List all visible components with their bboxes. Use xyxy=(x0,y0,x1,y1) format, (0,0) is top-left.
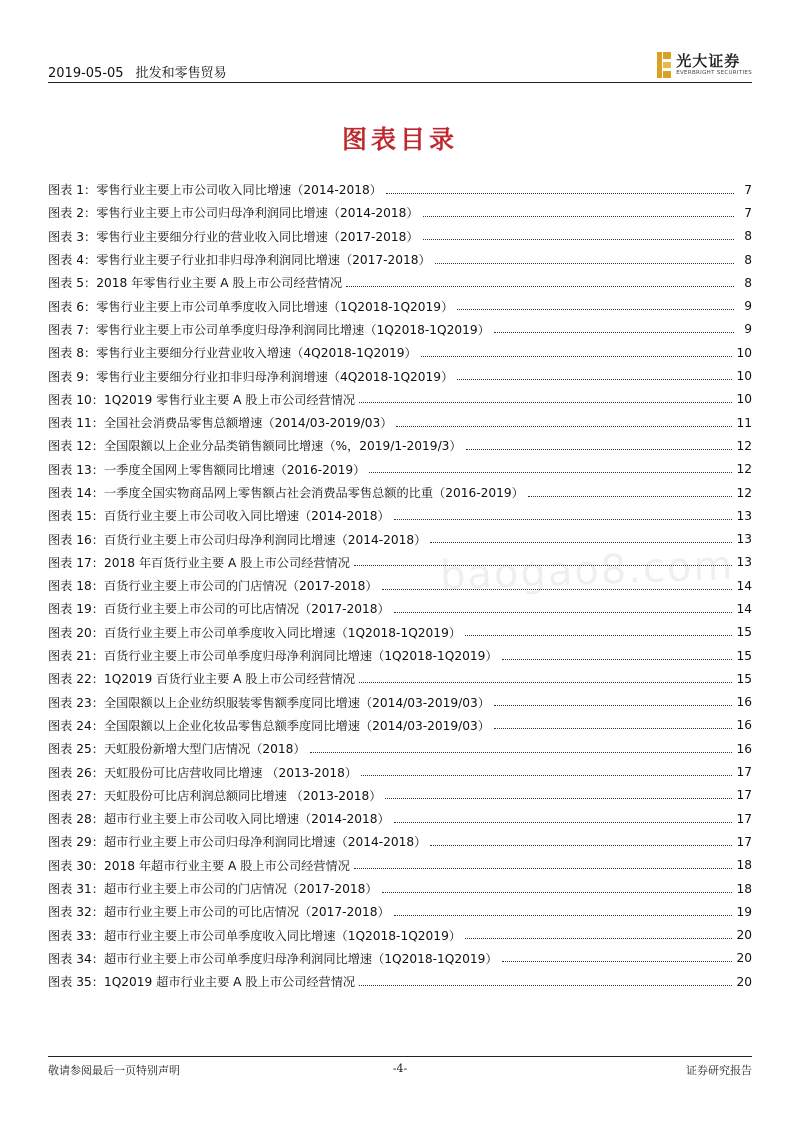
toc-leader-dots xyxy=(423,230,734,242)
watermark: baogao8.com xyxy=(439,542,736,600)
toc-entry[interactable] xyxy=(48,714,752,737)
toc-leader-dots xyxy=(465,626,732,638)
toc-entry[interactable] xyxy=(48,784,752,807)
toc-entry[interactable] xyxy=(48,947,752,970)
toc-entry[interactable] xyxy=(48,411,752,434)
header-divider xyxy=(48,82,752,83)
header-info xyxy=(48,62,227,81)
report-date: 2019-05-05 xyxy=(48,66,124,81)
toc-entry-label: 图表 2：零售行业主要上市公司归母净利润同比增速（2014-2018） xyxy=(48,206,419,221)
toc-entry[interactable] xyxy=(48,621,752,644)
toc-entry[interactable] xyxy=(48,481,752,504)
toc-entry-page: 10 xyxy=(736,392,752,407)
logo-chinese-name: 光大证券 xyxy=(676,51,741,70)
report-sector: 批发和零售贸易 xyxy=(135,66,227,81)
toc-entry-label: 图表 26：天虹股份可比店营收同比增速 （2013-2018） xyxy=(48,765,358,780)
toc-entry-label: 图表 30：2018 年超市行业主要 A 股上市公司经营情况 xyxy=(48,858,350,873)
toc-leader-dots xyxy=(394,813,733,825)
toc-entry[interactable] xyxy=(48,248,752,271)
toc-leader-dots xyxy=(494,719,733,731)
toc-entry-label: 图表 3：零售行业主要细分行业的营业收入同比增速（2017-2018） xyxy=(48,229,419,244)
toc-entry[interactable] xyxy=(48,691,752,714)
toc-entry-label: 图表 12：全国限额以上企业分品类销售额同比增速（%，2019/1-2019/3） xyxy=(48,439,462,454)
toc-entry[interactable] xyxy=(48,527,752,550)
report-type: 证券研究报告 xyxy=(686,1064,752,1077)
toc-entry[interactable] xyxy=(48,877,752,900)
toc-entry-page: 11 xyxy=(736,415,752,430)
toc-entry-label: 图表 16：百货行业主要上市公司归母净利润同比增速（2014-2018） xyxy=(48,532,427,547)
toc-entry-page: 7 xyxy=(744,205,752,220)
toc-entry[interactable] xyxy=(48,225,752,248)
logo-mark-icon xyxy=(657,52,671,78)
toc-entry[interactable] xyxy=(48,364,752,387)
toc-entry-label: 图表 22：1Q2019 百货行业主要 A 股上市公司经营情况 xyxy=(48,672,356,687)
toc-entry[interactable] xyxy=(48,807,752,830)
toc-entry-label: 图表 9：零售行业主要细分行业扣非归母净利润增速（4Q2018-1Q2019） xyxy=(48,369,454,384)
disclaimer-note: 敬请参阅最后一页特别声明 xyxy=(48,1064,180,1077)
toc-entry-label: 图表 18：百货行业主要上市公司的门店情况（2017-2018） xyxy=(48,579,378,594)
toc-entry-page: 16 xyxy=(736,695,752,710)
toc-entry[interactable] xyxy=(48,830,752,853)
page-footer xyxy=(48,1062,752,1080)
toc-entry-page: 17 xyxy=(736,788,752,803)
toc-entry-page: 17 xyxy=(736,765,752,780)
toc-leader-dots xyxy=(430,836,732,848)
toc-entry[interactable] xyxy=(48,318,752,341)
toc-entry[interactable] xyxy=(48,970,752,993)
toc-leader-dots xyxy=(435,254,734,266)
toc-entry-label: 图表 11：全国社会消费品零售总额增速（2014/03-2019/03） xyxy=(48,416,393,431)
page-header xyxy=(48,48,752,82)
page-title: 图表目录 xyxy=(341,125,458,154)
toc-entry-page: 16 xyxy=(736,741,752,756)
toc-entry[interactable] xyxy=(48,900,752,923)
table-of-figures xyxy=(48,178,752,993)
toc-leader-dots xyxy=(382,580,733,592)
toc-leader-dots xyxy=(423,207,734,219)
toc-entry-page: 19 xyxy=(736,904,752,919)
toc-entry-label: 图表 32：超市行业主要上市公司的可比店情况（2017-2018） xyxy=(48,905,390,920)
toc-entry-page: 18 xyxy=(736,858,752,873)
toc-leader-dots xyxy=(310,743,733,755)
toc-leader-dots xyxy=(346,277,734,289)
toc-entry[interactable] xyxy=(48,854,752,877)
toc-entry-label: 图表 35：1Q2019 超市行业主要 A 股上市公司经营情况 xyxy=(48,975,356,990)
toc-entry[interactable] xyxy=(48,644,752,667)
footer-divider xyxy=(48,1056,752,1057)
toc-entry-page: 15 xyxy=(736,625,752,640)
toc-leader-dots xyxy=(394,906,733,918)
toc-leader-dots xyxy=(466,440,733,452)
company-logo xyxy=(657,50,752,80)
toc-leader-dots xyxy=(359,673,732,685)
toc-leader-dots xyxy=(465,929,732,941)
toc-entry-page: 8 xyxy=(744,275,752,290)
toc-leader-dots xyxy=(354,556,733,568)
toc-leader-dots xyxy=(502,952,733,964)
toc-leader-dots xyxy=(354,859,733,871)
toc-entry-label: 图表 20：百货行业主要上市公司单季度收入同比增速（1Q2018-1Q2019） xyxy=(48,625,462,640)
toc-entry-page: 13 xyxy=(736,555,752,570)
toc-leader-dots xyxy=(386,184,734,196)
toc-leader-dots xyxy=(359,393,732,405)
toc-entry-page: 20 xyxy=(736,951,752,966)
toc-entry-page: 13 xyxy=(736,532,752,547)
toc-entry-page: 15 xyxy=(736,671,752,686)
toc-entry-page: 9 xyxy=(744,322,752,337)
page-number: -4- xyxy=(392,1062,408,1075)
toc-entry-page: 8 xyxy=(744,229,752,244)
toc-leader-dots xyxy=(502,650,733,662)
toc-entry[interactable] xyxy=(48,597,752,620)
toc-entry-label: 图表 29：超市行业主要上市公司归母净利润同比增速（2014-2018） xyxy=(48,835,427,850)
toc-entry-page: 10 xyxy=(736,345,752,360)
toc-leader-dots xyxy=(394,603,733,615)
toc-entry-label: 图表 23：全国限额以上企业纺织服装零售额季度同比增速（2014/03-2019/03） xyxy=(48,695,490,710)
toc-leader-dots xyxy=(396,417,732,429)
toc-leader-dots xyxy=(457,370,732,382)
toc-entry[interactable] xyxy=(48,551,752,574)
toc-entry-page: 12 xyxy=(736,462,752,477)
toc-entry-page: 9 xyxy=(744,299,752,314)
toc-entry[interactable] xyxy=(48,271,752,294)
toc-leader-dots xyxy=(394,510,733,522)
toc-entry-label: 图表 19：百货行业主要上市公司的可比店情况（2017-2018） xyxy=(48,602,390,617)
toc-entry-page: 7 xyxy=(744,182,752,197)
toc-entry-label: 图表 8：零售行业主要细分行业营业收入增速（4Q2018-1Q2019） xyxy=(48,346,417,361)
toc-entry[interactable] xyxy=(48,504,752,527)
toc-entry-page: 14 xyxy=(736,601,752,616)
toc-leader-dots xyxy=(361,766,732,778)
toc-entry[interactable] xyxy=(48,667,752,690)
toc-entry-label: 图表 25：天虹股份新增大型门店情况（2018） xyxy=(48,742,306,757)
toc-entry-label: 图表 24：全国限额以上企业化妆品零售总额季度同比增速（2014/03-2019/03） xyxy=(48,718,490,733)
toc-entry-label: 图表 15：百货行业主要上市公司收入同比增速（2014-2018） xyxy=(48,509,390,524)
toc-entry[interactable] xyxy=(48,294,752,317)
toc-entry-label: 图表 13：一季度全国网上零售额同比增速（2016-2019） xyxy=(48,462,366,477)
toc-entry-label: 图表 31：超市行业主要上市公司的门店情况（2017-2018） xyxy=(48,882,378,897)
toc-entry-page: 10 xyxy=(736,369,752,384)
toc-entry-page: 20 xyxy=(736,928,752,943)
toc-leader-dots xyxy=(494,323,734,335)
toc-entry-page: 14 xyxy=(736,578,752,593)
toc-leader-dots xyxy=(385,789,732,801)
toc-entry-page: 16 xyxy=(736,718,752,733)
toc-entry-label: 图表 21：百货行业主要上市公司单季度归母净利润同比增速（1Q2018-1Q2019） xyxy=(48,649,498,664)
toc-entry-page: 18 xyxy=(736,881,752,896)
toc-leader-dots xyxy=(369,463,732,475)
toc-entry-label: 图表 1：零售行业主要上市公司收入同比增速（2014-2018） xyxy=(48,183,382,198)
toc-leader-dots xyxy=(528,487,733,499)
toc-entry-label: 图表 33：超市行业主要上市公司单季度收入同比增速（1Q2018-1Q2019） xyxy=(48,928,462,943)
toc-entry-label: 图表 17：2018 年百货行业主要 A 股上市公司经营情况 xyxy=(48,555,350,570)
toc-entry-label: 图表 34：超市行业主要上市公司单季度归母净利润同比增速（1Q2018-1Q2019） xyxy=(48,951,498,966)
toc-entry-page: 12 xyxy=(736,438,752,453)
toc-entry[interactable] xyxy=(48,388,752,411)
toc-entry[interactable] xyxy=(48,574,752,597)
toc-entry-label: 图表 28：超市行业主要上市公司收入同比增速（2014-2018） xyxy=(48,812,390,827)
toc-entry-page: 17 xyxy=(736,834,752,849)
toc-entry[interactable] xyxy=(48,458,752,481)
toc-entry[interactable] xyxy=(48,341,752,364)
toc-entry[interactable] xyxy=(48,434,752,457)
toc-entry-label: 图表 4：零售行业主要子行业扣非归母净利润同比增速（2017-2018） xyxy=(48,253,431,268)
toc-entry-label: 图表 6：零售行业主要上市公司单季度收入同比增速（1Q2018-1Q2019） xyxy=(48,299,454,314)
toc-entry-label: 图表 7：零售行业主要上市公司单季度归母净利润同比增速（1Q2018-1Q2019） xyxy=(48,322,490,337)
toc-entry[interactable] xyxy=(48,760,752,783)
toc-entry-label: 图表 27：天虹股份可比店利润总额同比增速 （2013-2018） xyxy=(48,788,382,803)
toc-entry-page: 15 xyxy=(736,648,752,663)
toc-entry-page: 20 xyxy=(736,974,752,989)
toc-leader-dots xyxy=(494,696,733,708)
toc-entry[interactable] xyxy=(48,201,752,224)
toc-entry-label: 图表 10：1Q2019 零售行业主要 A 股上市公司经营情况 xyxy=(48,392,356,407)
toc-leader-dots xyxy=(421,347,733,359)
toc-entry-label: 图表 14：一季度全国实物商品网上零售额占社会消费品零售总额的比重（2016-2019） xyxy=(48,486,524,500)
toc-entry[interactable] xyxy=(48,924,752,947)
toc-entry-page: 17 xyxy=(736,811,752,826)
toc-entry-page: 12 xyxy=(736,485,752,500)
toc-entry-page: 13 xyxy=(736,508,752,523)
toc-leader-dots xyxy=(457,300,734,312)
toc-entry-label: 图表 5：2018 年零售行业主要 A 股上市公司经营情况 xyxy=(48,276,343,291)
toc-entry[interactable] xyxy=(48,737,752,760)
toc-leader-dots xyxy=(430,533,732,545)
toc-entry-page: 8 xyxy=(744,252,752,267)
toc-entry[interactable] xyxy=(48,178,752,201)
logo-english-name: EVERBRIGHT SECURITIES xyxy=(676,69,752,76)
toc-leader-dots xyxy=(382,883,733,895)
toc-leader-dots xyxy=(359,976,732,988)
